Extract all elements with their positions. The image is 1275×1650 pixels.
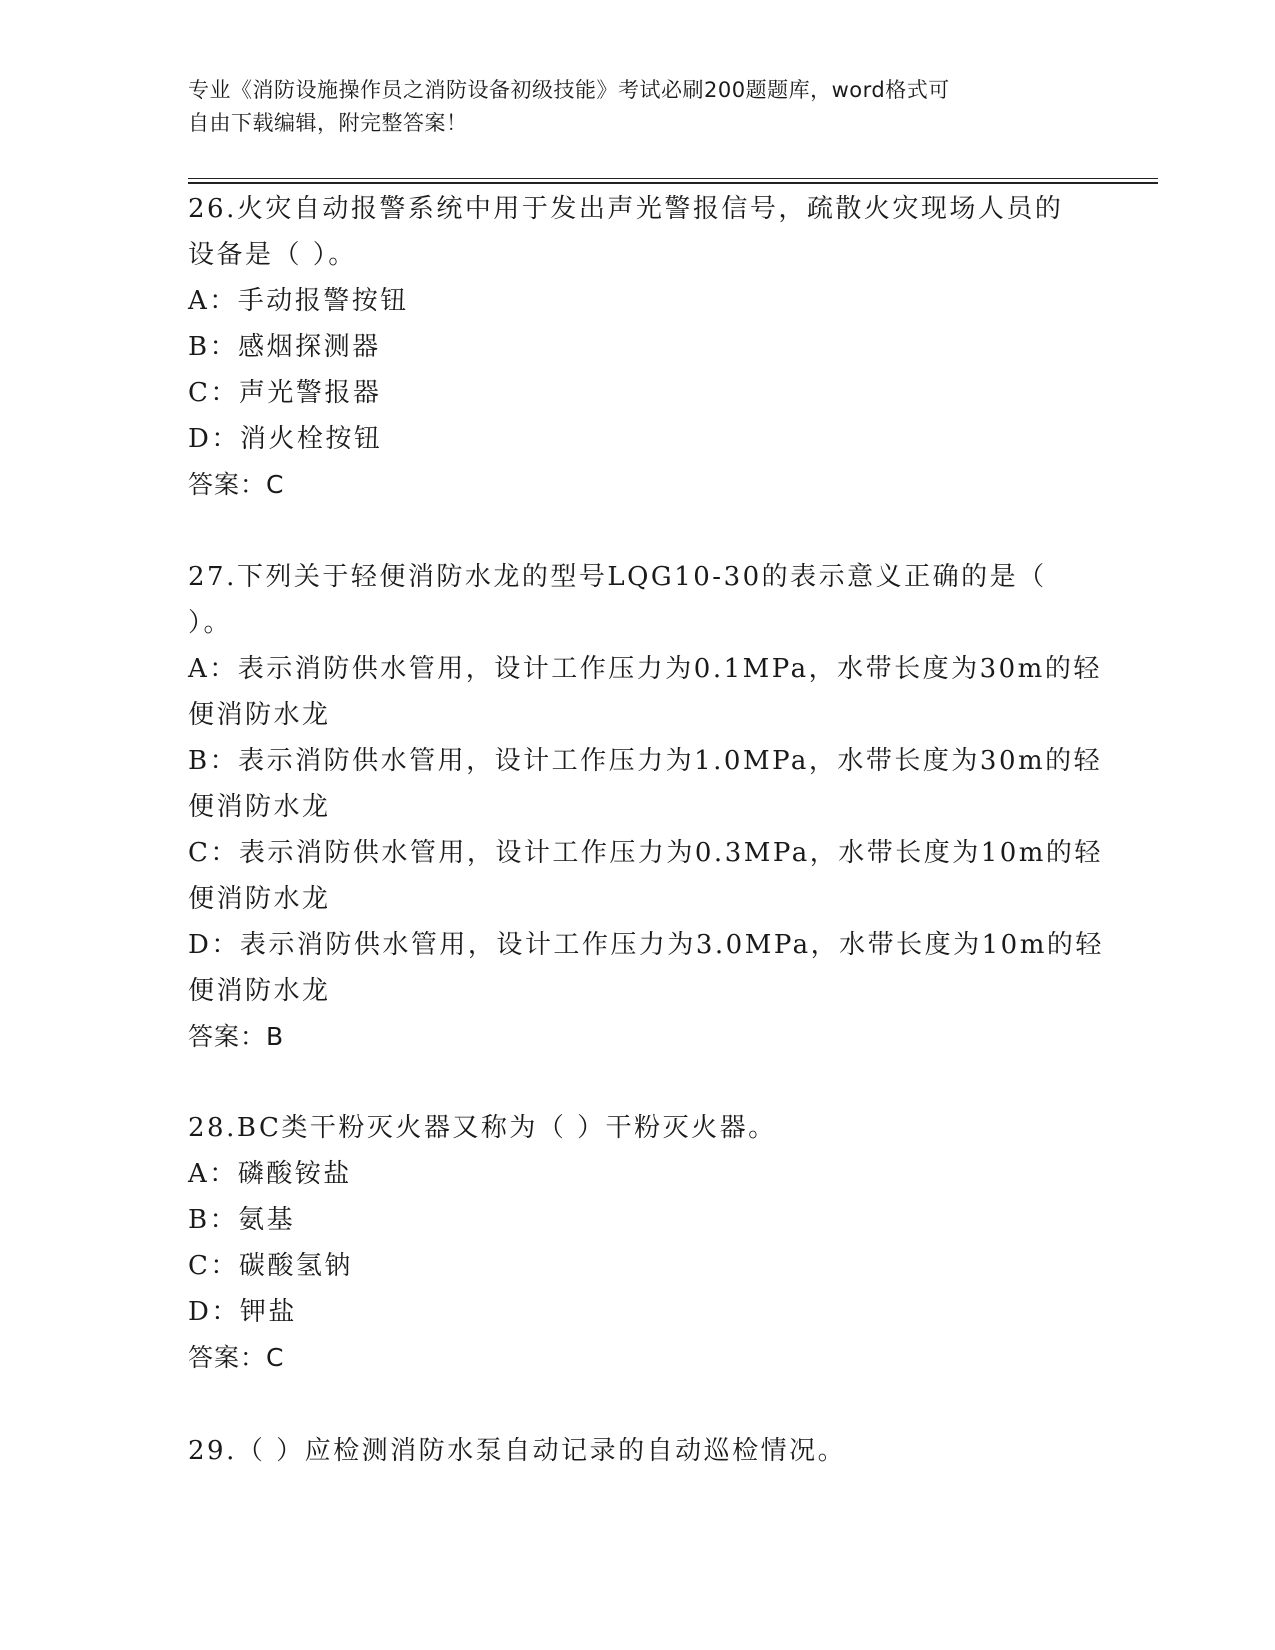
question-stem: 29.（ ）应检测消防水泵自动记录的自动巡检情况。	[188, 1436, 847, 1466]
option-d: D：钾盐	[188, 1297, 297, 1327]
answer: 答案：C	[188, 1343, 285, 1372]
option-d-cont: 便消防水龙	[188, 976, 331, 1006]
question-27	[188, 554, 1104, 1060]
question-stem: 28.BC类干粉灭火器又称为（ ）干粉灭火器。	[188, 1113, 777, 1143]
question-stem: 26.火灾自动报警系统中用于发出声光警报信号，疏散火灾现场人员的	[188, 194, 1064, 224]
option-a: A：表示消防供水管用，设计工作压力为0.1MPa，水带长度为30m的轻	[188, 654, 1102, 684]
option-d: D：表示消防供水管用，设计工作压力为3.0MPa，水带长度为10m的轻	[188, 930, 1104, 960]
header-divider-thick	[188, 182, 1158, 184]
question-28	[188, 1105, 1088, 1381]
option-a-cont: 便消防水龙	[188, 700, 331, 730]
option-a: A：手动报警按钮	[188, 286, 409, 316]
header-line-1: 专业《消防设施操作员之消防设备初级技能》考试必刷200题题库，word格式可	[188, 78, 950, 102]
option-d: D：消火栓按钮	[188, 424, 383, 454]
document-header	[188, 74, 1088, 140]
option-c: C：表示消防供水管用，设计工作压力为0.3MPa，水带长度为10m的轻	[188, 838, 1103, 868]
option-c: C：碳酸氢钠	[188, 1251, 353, 1281]
header-divider-thin	[188, 178, 1158, 179]
option-b: B：表示消防供水管用，设计工作压力为1.0MPa，水带长度为30m的轻	[188, 746, 1103, 776]
question-stem: ）。	[188, 608, 233, 638]
option-a: A：磷酸铵盐	[188, 1159, 352, 1189]
option-b-cont: 便消防水龙	[188, 792, 331, 822]
option-c-cont: 便消防水龙	[188, 884, 331, 914]
question-26	[188, 186, 1088, 508]
option-b: B：氨基	[188, 1205, 296, 1235]
question-29	[188, 1428, 1088, 1474]
question-stem: 27.下列关于轻便消防水龙的型号LQG10-30的表示意义正确的是（	[188, 562, 1047, 592]
answer: 答案：C	[188, 470, 285, 499]
answer: 答案：B	[188, 1022, 285, 1051]
question-stem: 设备是（ ）。	[188, 240, 357, 270]
header-line-2: 自由下载编辑，附完整答案！	[188, 111, 468, 135]
option-c: C：声光警报器	[188, 378, 382, 408]
option-b: B：感烟探测器	[188, 332, 381, 362]
